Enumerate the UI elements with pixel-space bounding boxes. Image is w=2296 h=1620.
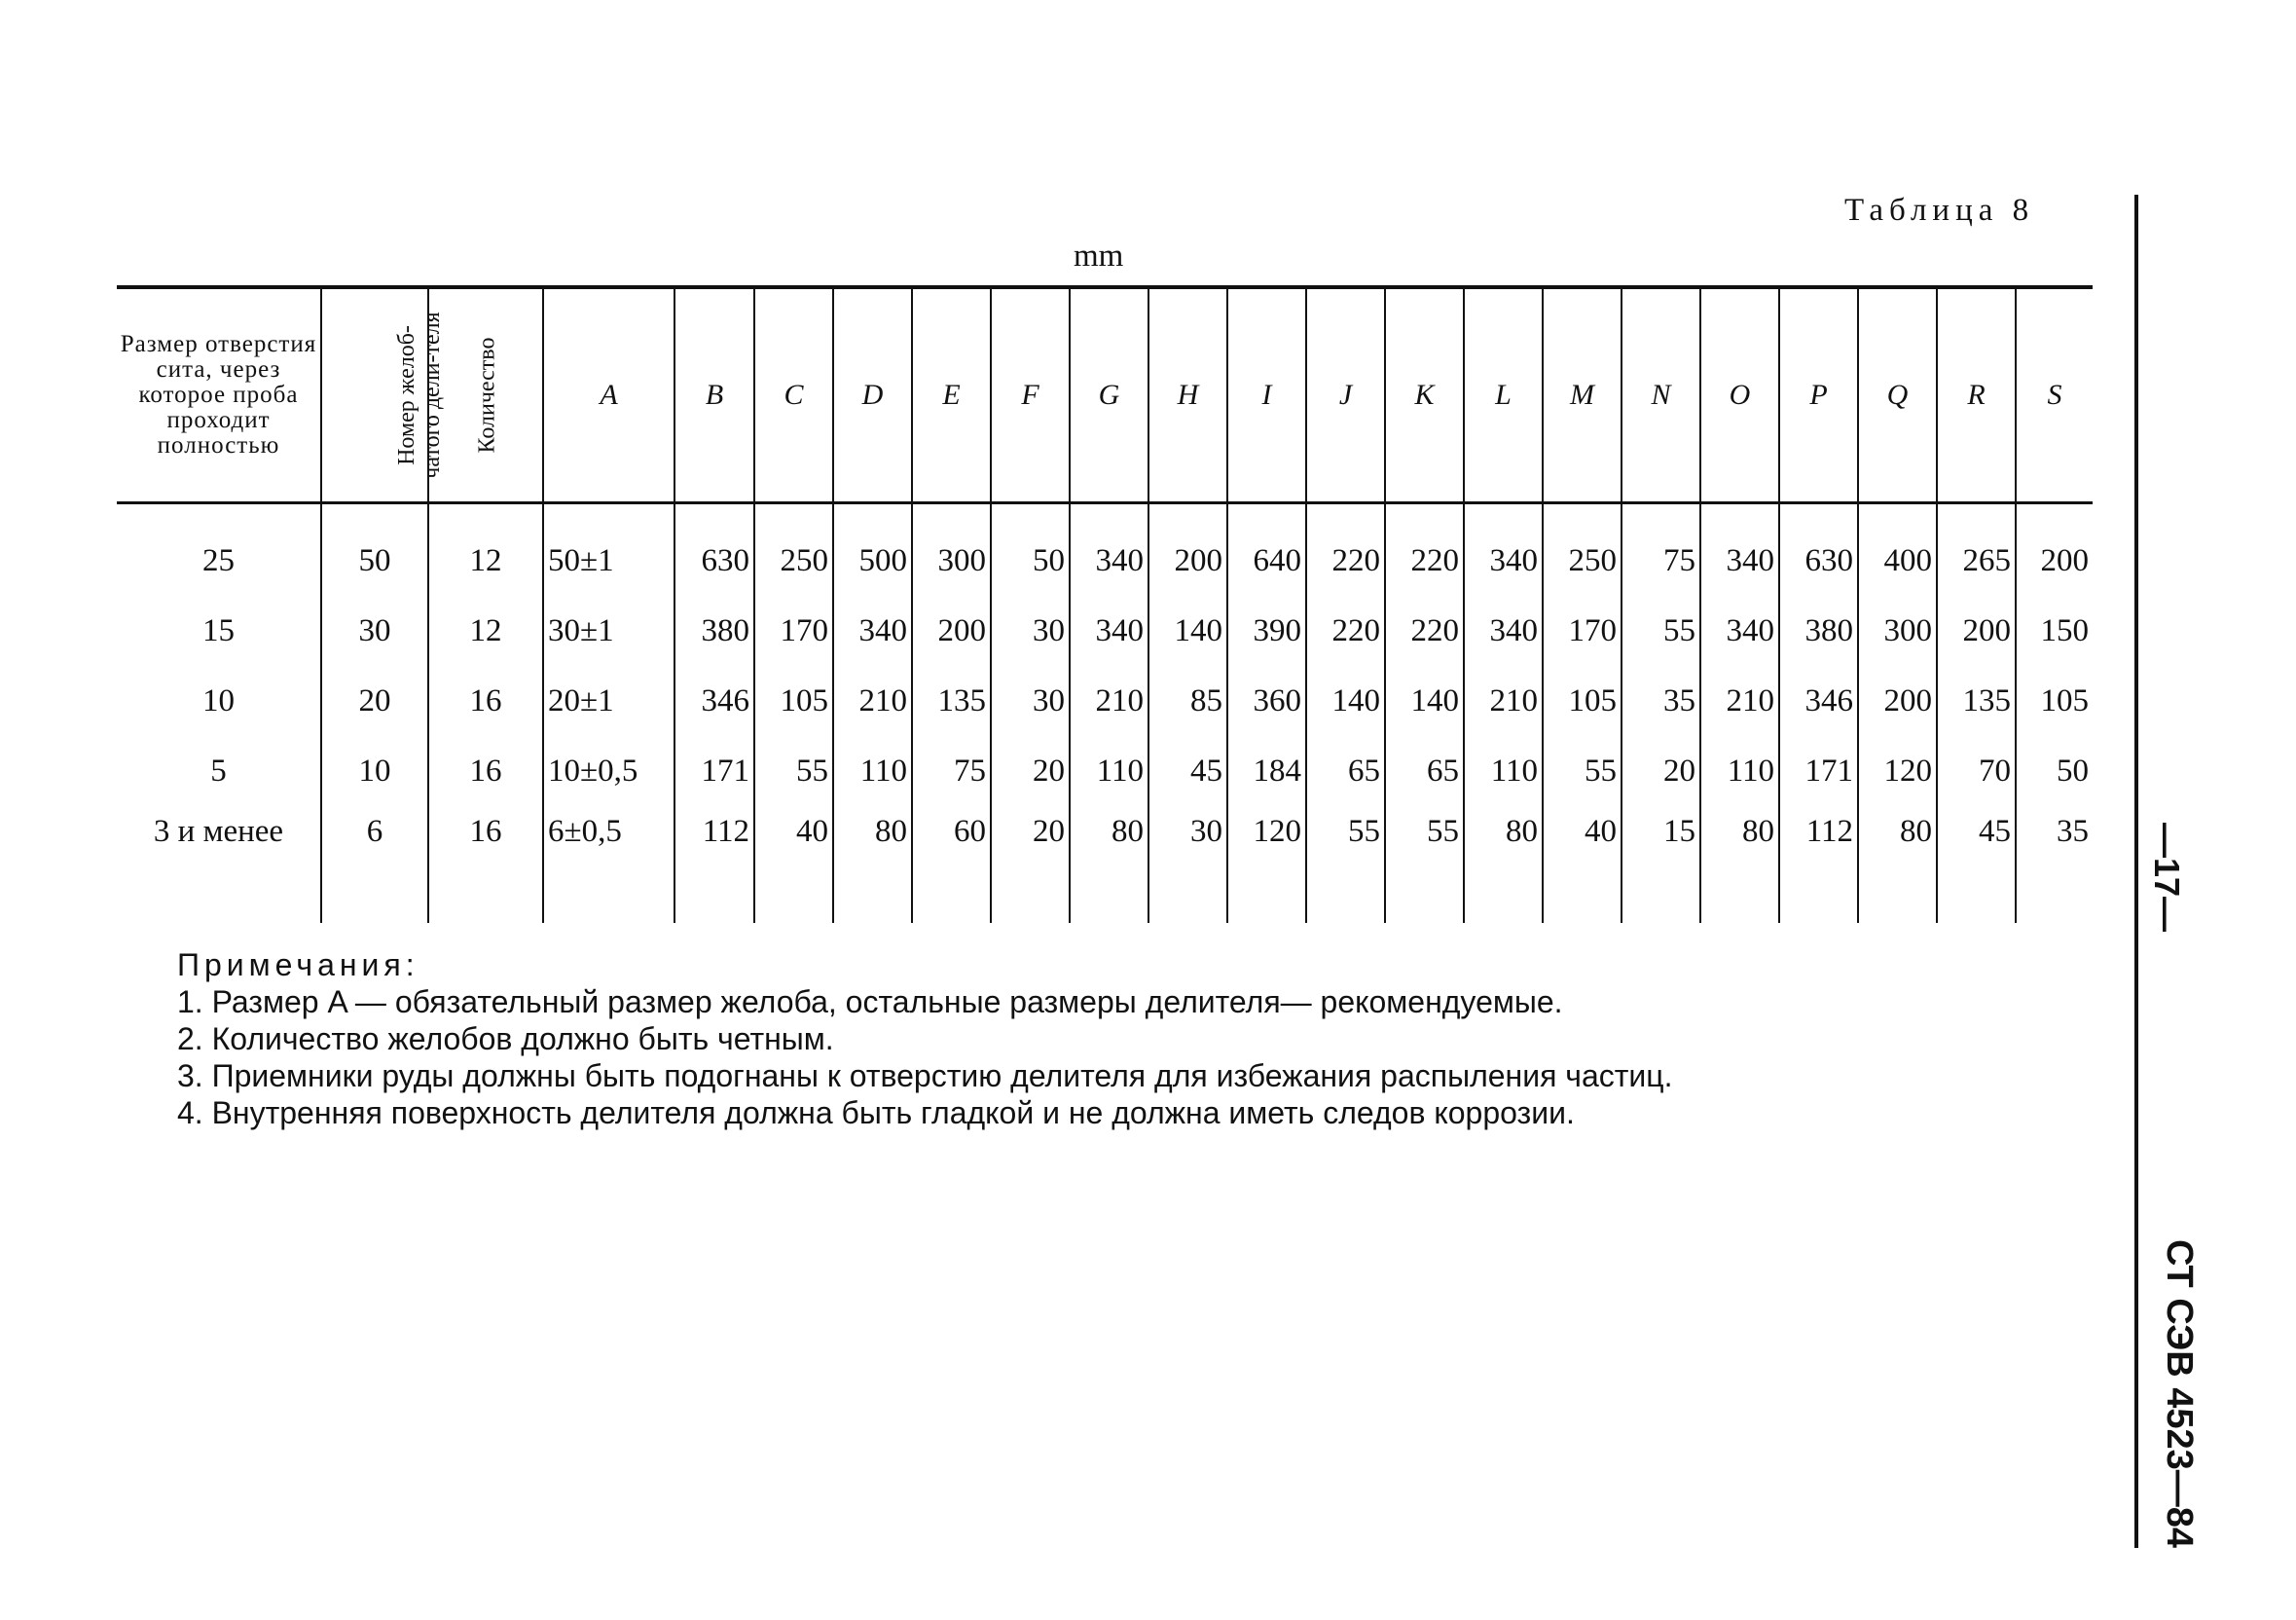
cell-dimension-f: 20 — [991, 806, 1070, 923]
cell-dimension-p: 380 — [1779, 596, 1858, 666]
cell-dimension-f: 30 — [991, 596, 1070, 666]
cell-divider-number: 30 — [321, 596, 428, 666]
header-dimension-e: E — [912, 287, 991, 503]
cell-dimension-h: 30 — [1148, 806, 1227, 923]
cell-dimension-c: 55 — [754, 736, 833, 806]
cell-dimension-e: 75 — [912, 736, 991, 806]
header-dimension-c: C — [754, 287, 833, 503]
standard-code-text: СТ СЭВ 4523—84 — [2159, 1238, 2201, 1549]
header-sieve-size: Размер отверстия сита, через которое проба проходит полностью — [117, 287, 321, 503]
cell-dimension-k: 140 — [1385, 666, 1464, 736]
cell-dimension-f: 50 — [991, 503, 1070, 597]
cell-quantity: 16 — [428, 666, 543, 736]
cell-dimension-e: 300 — [912, 503, 991, 597]
cell-dimension-o: 210 — [1700, 666, 1779, 736]
cell-dimension-f: 20 — [991, 736, 1070, 806]
cell-dimension-e: 60 — [912, 806, 991, 923]
cell-dimension-r: 200 — [1937, 596, 2016, 666]
cell-dimension-n: 15 — [1622, 806, 1700, 923]
spec-table — [117, 285, 2093, 923]
cell-dimension-d: 500 — [833, 503, 912, 597]
cell-dimension-m: 105 — [1543, 666, 1622, 736]
page-number-text: —17— — [2147, 822, 2188, 933]
table-row — [117, 806, 2093, 923]
cell-dimension-m: 170 — [1543, 596, 1622, 666]
cell-dimension-q: 80 — [1858, 806, 1937, 923]
cell-dimension-l: 110 — [1464, 736, 1543, 806]
header-dimension-p: P — [1779, 287, 1858, 503]
header-divider-number-text: Номер желоб-чатого дели-теля — [394, 312, 445, 479]
cell-dimension-a: 20±1 — [543, 666, 674, 736]
cell-dimension-g: 110 — [1070, 736, 1148, 806]
header-dimension-g: G — [1070, 287, 1148, 503]
cell-dimension-a: 50±1 — [543, 503, 674, 597]
unit-label: mm — [1074, 239, 1124, 274]
cell-dimension-r: 70 — [1937, 736, 2016, 806]
header-quantity — [428, 287, 543, 503]
cell-dimension-b: 346 — [674, 666, 754, 736]
cell-dimension-h: 140 — [1148, 596, 1227, 666]
header-row — [117, 287, 2093, 503]
cell-dimension-b: 112 — [674, 806, 754, 923]
cell-dimension-s: 150 — [2040, 612, 2089, 648]
cell-dimension-i: 360 — [1227, 666, 1306, 736]
cell-dimension-i: 390 — [1227, 596, 1306, 666]
cell-dimension-a: 30±1 — [543, 596, 674, 666]
cell-dimension-m: 55 — [1543, 736, 1622, 806]
cell-divider-number: 20 — [321, 666, 428, 736]
cell-dimension-m: 250 — [1543, 503, 1622, 597]
table-caption: Таблица 8 — [1844, 193, 2035, 228]
cell-dimension-c: 105 — [754, 666, 833, 736]
table-row — [117, 596, 2093, 666]
cell-dimension-l: 80 — [1464, 806, 1543, 923]
cell-sieve-size: 15 — [117, 596, 321, 666]
cell-dimension-g: 80 — [1070, 806, 1148, 923]
cell-dimension-k: 55 — [1385, 806, 1464, 923]
table-row — [117, 503, 2093, 597]
cell-dimension-r: 135 — [1937, 666, 2016, 736]
cell-dimension-b: 380 — [674, 596, 754, 666]
cell-dimension-o: 340 — [1700, 503, 1779, 597]
cell-dimension-j: 220 — [1306, 503, 1385, 597]
cell-dimension-g: 210 — [1070, 666, 1148, 736]
note-item: 3. Приемники руды должны быть подогнаны к отверстию делителя для избежания распыления частиц. — [177, 1058, 1673, 1093]
note-item: 2. Количество желобов должно быть четным. — [177, 1021, 834, 1056]
header-dimension-n: N — [1622, 287, 1700, 503]
cell-dimension-j: 55 — [1306, 806, 1385, 923]
cell-dimension-e: 200 — [912, 596, 991, 666]
cell-sieve-size: 3 и менее — [117, 806, 321, 923]
cell-dimension-s: 35 — [2057, 814, 2089, 849]
header-dimension-a: A — [543, 287, 674, 503]
cell-dimension-g: 340 — [1070, 503, 1148, 597]
cell-dimension-i: 120 — [1227, 806, 1306, 923]
cell-dimension-h: 200 — [1148, 503, 1227, 597]
cell-dimension-k: 65 — [1385, 736, 1464, 806]
cell-dimension-q: 200 — [1858, 666, 1937, 736]
cell-dimension-j: 220 — [1306, 596, 1385, 666]
header-dimension-s: S — [2016, 287, 2093, 503]
notes-title: Примечания: — [177, 947, 419, 982]
cell-dimension-h: 45 — [1148, 736, 1227, 806]
cell-dimension-d: 210 — [833, 666, 912, 736]
cell-dimension-c: 250 — [754, 503, 833, 597]
cell-dimension-n: 20 — [1622, 736, 1700, 806]
cell-dimension-o: 110 — [1700, 736, 1779, 806]
cell-dimension-a: 10±0,5 — [543, 736, 674, 806]
note-item: 1. Размер A — обязательный размер желоба, остальные размеры делителя— рекомендуемые. — [177, 984, 1563, 1019]
header-dimension-l: L — [1464, 287, 1543, 503]
cell-dimension-j: 65 — [1306, 736, 1385, 806]
cell-divider-number: 10 — [321, 736, 428, 806]
table-row — [117, 736, 2093, 806]
cell-dimension-d: 110 — [833, 736, 912, 806]
cell-dimension-q: 300 — [1858, 596, 1937, 666]
header-divider-number — [321, 287, 445, 503]
header-dimension-i: I — [1227, 287, 1306, 503]
cell-dimension-h: 85 — [1148, 666, 1227, 736]
cell-dimension-d: 80 — [833, 806, 912, 923]
cell-dimension-p: 346 — [1779, 666, 1858, 736]
cell-dimension-c: 170 — [754, 596, 833, 666]
cell-dimension-o: 80 — [1700, 806, 1779, 923]
cell-dimension-k: 220 — [1385, 596, 1464, 666]
cell-dimension-q: 120 — [1858, 736, 1937, 806]
notes — [177, 946, 1673, 1131]
table-row — [117, 666, 2093, 736]
cell-sieve-size: 10 — [117, 666, 321, 736]
cell-dimension-j: 140 — [1306, 666, 1385, 736]
header-dimension-d: D — [833, 287, 912, 503]
cell-dimension-r: 265 — [1937, 503, 2016, 597]
cell-quantity: 16 — [428, 806, 543, 923]
cell-dimension-d: 340 — [833, 596, 912, 666]
cell-dimension-i: 640 — [1227, 503, 1306, 597]
cell-dimension-q: 400 — [1858, 503, 1937, 597]
cell-dimension-c: 40 — [754, 806, 833, 923]
cell-dimension-s: 200 — [2040, 542, 2089, 578]
cell-dimension-r: 45 — [1937, 806, 2016, 923]
cell-dimension-k: 220 — [1385, 503, 1464, 597]
cell-dimension-l: 340 — [1464, 503, 1543, 597]
header-dimension-b: B — [674, 287, 754, 503]
cell-dimension-p: 630 — [1779, 503, 1858, 597]
cell-dimension-n: 75 — [1622, 503, 1700, 597]
cell-dimension-p: 112 — [1779, 806, 1858, 923]
cell-dimension-n: 55 — [1622, 596, 1700, 666]
header-dimension-r: R — [1937, 287, 2016, 503]
cell-dimension-l: 340 — [1464, 596, 1543, 666]
cell-dimension-s: 50 — [2057, 753, 2089, 789]
cell-sieve-size: 5 — [117, 736, 321, 806]
cell-dimension-i: 184 — [1227, 736, 1306, 806]
standard-code — [2151, 1236, 2229, 1548]
cell-divider-number: 50 — [321, 503, 428, 597]
cell-dimension-b: 171 — [674, 736, 754, 806]
page-number — [2147, 808, 2229, 954]
header-dimension-q: Q — [1858, 287, 1937, 503]
right-margin-rule — [2134, 195, 2138, 1548]
cell-dimension-m: 40 — [1543, 806, 1622, 923]
cell-dimension-g: 340 — [1070, 596, 1148, 666]
cell-dimension-o: 340 — [1700, 596, 1779, 666]
cell-dimension-f: 30 — [991, 666, 1070, 736]
header-quantity-text: Количество — [474, 337, 500, 454]
cell-divider-number: 6 — [321, 806, 428, 923]
cell-sieve-size: 25 — [117, 503, 321, 597]
cell-dimension-n: 35 — [1622, 666, 1700, 736]
cell-dimension-l: 210 — [1464, 666, 1543, 736]
cell-dimension-b: 630 — [674, 503, 754, 597]
notes-list — [177, 983, 1673, 1131]
cell-dimension-s: 105 — [2040, 682, 2089, 718]
header-dimension-m: M — [1543, 287, 1622, 503]
table-body — [117, 503, 2093, 924]
cell-quantity: 12 — [428, 596, 543, 666]
cell-dimension-e: 135 — [912, 666, 991, 736]
cell-quantity: 12 — [428, 503, 543, 597]
cell-quantity: 16 — [428, 736, 543, 806]
header-dimension-j: J — [1306, 287, 1385, 503]
header-dimension-k: K — [1385, 287, 1464, 503]
header-dimension-f: F — [991, 287, 1070, 503]
note-item: 4. Внутренняя поверхность делителя должна быть гладкой и не должна иметь следов коррозии. — [177, 1095, 1575, 1130]
cell-dimension-p: 171 — [1779, 736, 1858, 806]
header-dimension-h: H — [1148, 287, 1227, 503]
cell-dimension-a: 6±0,5 — [543, 806, 674, 923]
header-dimension-o: O — [1700, 287, 1779, 503]
